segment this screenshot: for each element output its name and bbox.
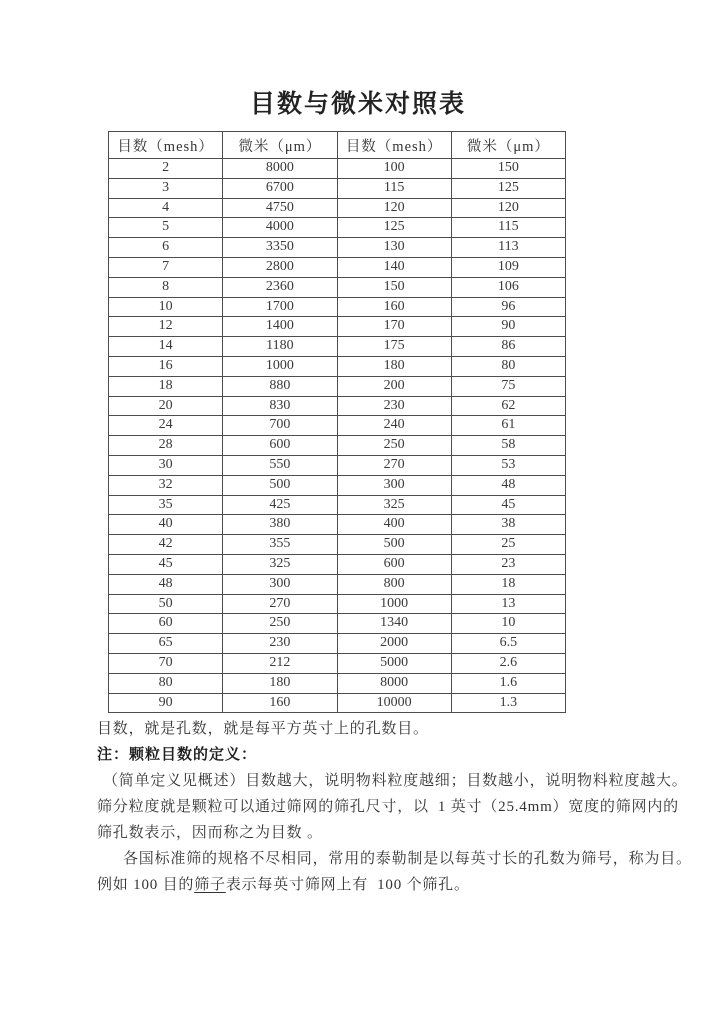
table-row — [109, 574, 566, 594]
table-row — [109, 554, 566, 574]
table-cell: 270 — [223, 594, 337, 614]
table-cell: 270 — [337, 455, 451, 475]
table-row — [109, 673, 566, 693]
column-header-micron-right: 微米（μm） — [451, 132, 565, 159]
table-cell: 355 — [223, 535, 337, 555]
table-cell: 1700 — [223, 297, 337, 317]
table-cell: 380 — [223, 515, 337, 535]
table-cell: 500 — [337, 535, 451, 555]
table-cell: 1000 — [223, 356, 337, 376]
table-cell: 14 — [109, 337, 223, 357]
table-cell: 150 — [451, 159, 565, 179]
table-row — [109, 337, 566, 357]
table-cell: 60 — [109, 614, 223, 634]
table-cell: 10000 — [337, 693, 451, 713]
table-cell: 48 — [109, 574, 223, 594]
table-row — [109, 238, 566, 258]
table-cell: 80 — [451, 356, 565, 376]
table-cell: 4 — [109, 198, 223, 218]
table-cell: 1.6 — [451, 673, 565, 693]
table-cell: 32 — [109, 475, 223, 495]
table-cell: 38 — [451, 515, 565, 535]
table-cell: 1180 — [223, 337, 337, 357]
table-cell: 2.6 — [451, 653, 565, 673]
table-cell: 6 — [109, 238, 223, 258]
table-cell: 600 — [223, 436, 337, 456]
column-header-mesh-right: 目数（mesh） — [337, 132, 451, 159]
table-cell: 170 — [337, 317, 451, 337]
table-cell: 35 — [109, 495, 223, 515]
table-cell: 5000 — [337, 653, 451, 673]
table-row — [109, 475, 566, 495]
table-cell: 325 — [337, 495, 451, 515]
table-row — [109, 515, 566, 535]
table-cell: 10 — [451, 614, 565, 634]
table-cell: 1.3 — [451, 693, 565, 713]
note-heading: 注：颗粒目数的定义： — [97, 747, 258, 764]
table-row — [109, 218, 566, 238]
table-cell: 4000 — [223, 218, 337, 238]
table-row — [109, 376, 566, 396]
table-row — [109, 594, 566, 614]
table-cell: 90 — [109, 693, 223, 713]
table-cell: 120 — [451, 198, 565, 218]
table-cell: 70 — [109, 653, 223, 673]
table-cell: 500 — [223, 475, 337, 495]
table-cell: 830 — [223, 396, 337, 416]
table-cell: 30 — [109, 455, 223, 475]
table-row — [109, 257, 566, 277]
table-row — [109, 317, 566, 337]
table-cell: 230 — [223, 634, 337, 654]
table-cell: 230 — [337, 396, 451, 416]
table-cell: 140 — [337, 257, 451, 277]
table-cell: 10 — [109, 297, 223, 317]
example-prefix: 例如 100 目的 — [97, 877, 195, 894]
table-cell: 96 — [451, 297, 565, 317]
table-cell: 28 — [109, 436, 223, 456]
table-cell: 20 — [109, 396, 223, 416]
table-cell: 2 — [109, 159, 223, 179]
body-text — [97, 716, 692, 898]
table-cell: 325 — [223, 554, 337, 574]
table-row — [109, 634, 566, 654]
table-cell: 65 — [109, 634, 223, 654]
table-row — [109, 277, 566, 297]
note-line-2: 筛分粒度就是颗粒可以通过筛网的筛孔尺寸，以 1 英寸（25.4mm）宽度的筛网内的 — [97, 799, 679, 816]
table-cell: 880 — [223, 376, 337, 396]
table-cell: 40 — [109, 515, 223, 535]
table-cell: 115 — [451, 218, 565, 238]
table-row — [109, 356, 566, 376]
table-cell: 90 — [451, 317, 565, 337]
table-row — [109, 495, 566, 515]
table-cell: 109 — [451, 257, 565, 277]
mesh-table-body — [109, 159, 566, 713]
table-cell: 62 — [451, 396, 565, 416]
table-caption-line: 目数，就是孔数，就是每平方英寸上的孔数目。 — [97, 721, 429, 738]
table-row — [109, 455, 566, 475]
table-row — [109, 436, 566, 456]
table-row — [109, 535, 566, 555]
table-cell: 53 — [451, 455, 565, 475]
page-title: 目数与微米对照表 — [249, 91, 466, 118]
table-cell: 50 — [109, 594, 223, 614]
mesh-micron-table — [108, 131, 566, 713]
column-header-mesh-left: 目数（mesh） — [109, 132, 223, 159]
note-line-1: （简单定义见概述）目数越大，说明物料粒度越细；目数越小，说明物料粒度越大。 — [103, 773, 688, 790]
table-cell: 18 — [109, 376, 223, 396]
table-cell: 4750 — [223, 198, 337, 218]
table-row — [109, 198, 566, 218]
table-cell: 100 — [337, 159, 451, 179]
table-cell: 45 — [451, 495, 565, 515]
table-cell: 113 — [451, 238, 565, 258]
table-cell: 86 — [451, 337, 565, 357]
table-cell: 175 — [337, 337, 451, 357]
document-content — [97, 84, 692, 898]
table-cell: 550 — [223, 455, 337, 475]
table-cell: 212 — [223, 653, 337, 673]
table-cell: 115 — [337, 178, 451, 198]
table-cell: 3350 — [223, 238, 337, 258]
table-cell: 48 — [451, 475, 565, 495]
table-cell: 61 — [451, 416, 565, 436]
table-cell: 58 — [451, 436, 565, 456]
table-cell: 1000 — [337, 594, 451, 614]
note-line-5 — [97, 872, 619, 898]
table-cell: 3 — [109, 178, 223, 198]
table-cell: 5 — [109, 218, 223, 238]
table-cell: 16 — [109, 356, 223, 376]
table-cell: 425 — [223, 495, 337, 515]
table-cell: 300 — [223, 574, 337, 594]
table-cell: 8 — [109, 277, 223, 297]
table-header-row — [109, 132, 566, 159]
table-cell: 250 — [223, 614, 337, 634]
table-cell: 23 — [451, 554, 565, 574]
table-cell: 12 — [109, 317, 223, 337]
table-cell: 42 — [109, 535, 223, 555]
table-cell: 130 — [337, 238, 451, 258]
table-cell: 2800 — [223, 257, 337, 277]
table-cell: 1340 — [337, 614, 451, 634]
table-cell: 18 — [451, 574, 565, 594]
table-cell: 125 — [337, 218, 451, 238]
table-row — [109, 614, 566, 634]
table-cell: 2360 — [223, 277, 337, 297]
table-cell: 24 — [109, 416, 223, 436]
example-suffix: 表示每英寸筛网上有 100 个筛孔。 — [225, 877, 470, 894]
table-cell: 700 — [223, 416, 337, 436]
table-cell: 200 — [337, 376, 451, 396]
column-header-micron-left: 微米（μm） — [223, 132, 337, 159]
table-cell: 600 — [337, 554, 451, 574]
table-row — [109, 297, 566, 317]
table-row — [109, 693, 566, 713]
table-cell: 300 — [337, 475, 451, 495]
table-cell: 75 — [451, 376, 565, 396]
table-cell: 8000 — [337, 673, 451, 693]
table-cell: 160 — [223, 693, 337, 713]
table-cell: 120 — [337, 198, 451, 218]
table-row — [109, 396, 566, 416]
table-cell: 6700 — [223, 178, 337, 198]
table-cell: 80 — [109, 673, 223, 693]
table-cell: 800 — [337, 574, 451, 594]
table-cell: 45 — [109, 554, 223, 574]
table-cell: 25 — [451, 535, 565, 555]
table-row — [109, 178, 566, 198]
table-cell: 240 — [337, 416, 451, 436]
table-cell: 7 — [109, 257, 223, 277]
note-line-4: 各国标准筛的规格不尽相同，常用的泰勒制是以每英寸长的孔数为筛号，称为目。 — [123, 851, 692, 868]
table-cell: 6.5 — [451, 634, 565, 654]
table-cell: 150 — [337, 277, 451, 297]
note-line-3: 筛孔数表示，因而称之为目数 。 — [97, 825, 323, 842]
table-cell: 160 — [337, 297, 451, 317]
table-cell: 250 — [337, 436, 451, 456]
table-cell: 125 — [451, 178, 565, 198]
table-row — [109, 653, 566, 673]
table-row — [109, 416, 566, 436]
table-cell: 1400 — [223, 317, 337, 337]
table-row — [109, 159, 566, 179]
table-cell: 2000 — [337, 634, 451, 654]
example-underlined-word: 筛子 — [194, 877, 226, 894]
table-cell: 180 — [337, 356, 451, 376]
table-cell: 106 — [451, 277, 565, 297]
table-cell: 400 — [337, 515, 451, 535]
table-cell: 180 — [223, 673, 337, 693]
table-cell: 13 — [451, 594, 565, 614]
table-cell: 8000 — [223, 159, 337, 179]
